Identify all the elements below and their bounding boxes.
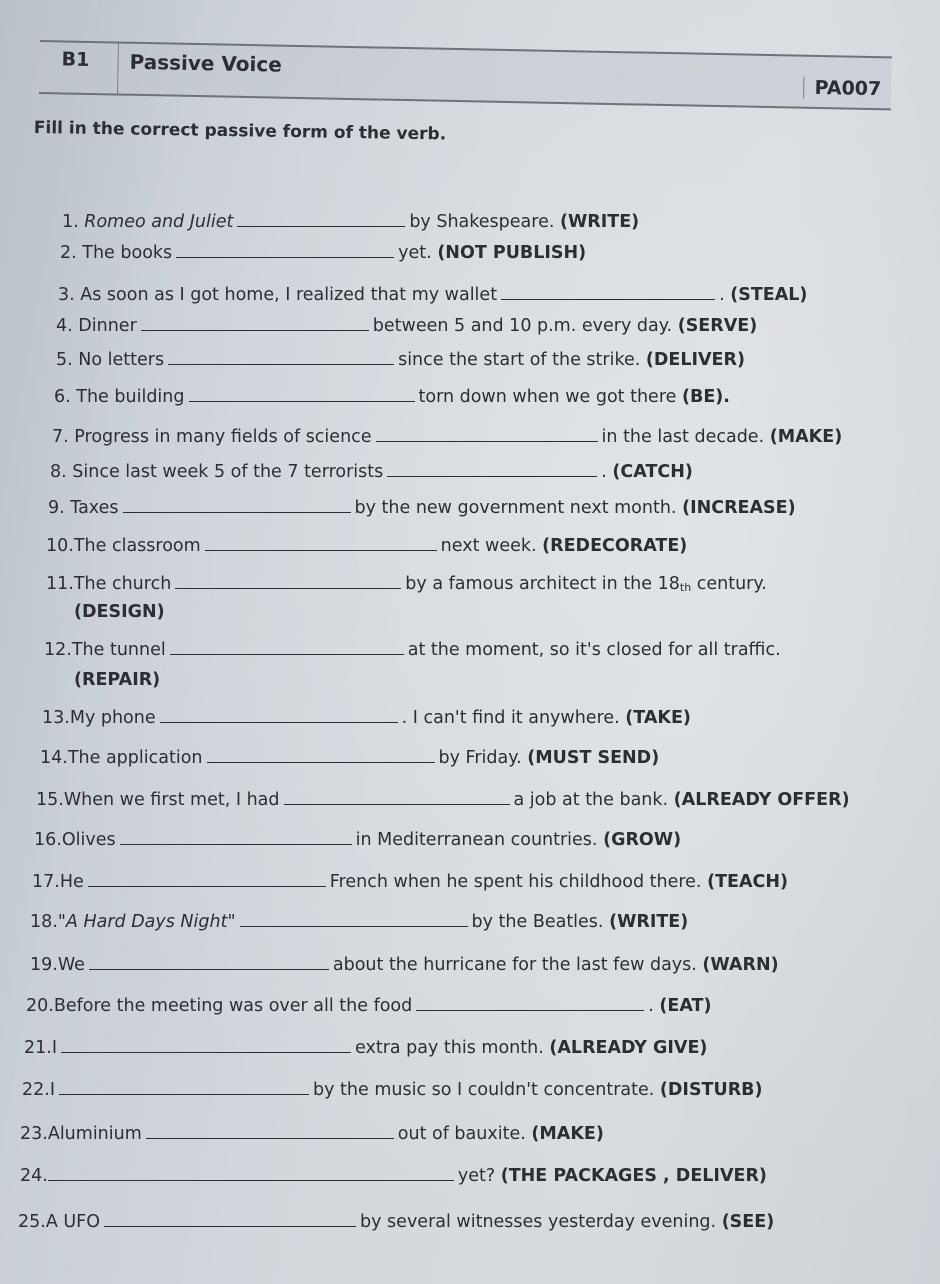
item-verb: (ALREADY GIVE) <box>549 1038 708 1058</box>
item-verb: (DESIGN) <box>74 602 165 622</box>
item-number: 1. <box>62 212 79 232</box>
item-verb: (GROW) <box>603 830 682 850</box>
item-number: 4. <box>56 316 73 336</box>
item-number: 12. <box>44 640 72 660</box>
item-text-after: . <box>648 996 654 1016</box>
item-text-before: Before the meeting was over all the food <box>53 996 413 1016</box>
item-text-after: by the music so I couldn't concentrate. <box>313 1080 655 1100</box>
exercise-item <box>56 350 745 370</box>
exercise-item <box>62 212 639 232</box>
item-text-before: He <box>59 872 84 892</box>
item-verb: (WARN) <box>702 955 779 975</box>
item-text-before: The books <box>82 243 173 263</box>
superscript: th <box>679 581 692 594</box>
item-text-before: The classroom <box>73 536 201 556</box>
answer-blank[interactable] <box>175 587 401 589</box>
exercise-item <box>60 243 586 263</box>
exercise-item <box>50 462 693 482</box>
item-verb: (WRITE) <box>609 912 689 932</box>
exercise-item <box>22 1080 763 1100</box>
item-text-before: As soon as I got home, I realized that my wallet <box>80 285 498 305</box>
item-verb: (INCREASE) <box>682 498 796 518</box>
item-text-before: A UFO <box>45 1212 101 1232</box>
exercise-item <box>34 830 681 850</box>
item-text-after: by the Beatles. <box>471 912 604 932</box>
item-verb: (SERVE) <box>677 316 758 336</box>
exercise-item <box>48 498 796 518</box>
item-verb: (DISTURB) <box>659 1080 763 1100</box>
item-verb: (SEE) <box>721 1212 775 1232</box>
answer-blank[interactable] <box>123 511 351 513</box>
answer-blank[interactable] <box>89 968 329 970</box>
item-number: 22. <box>22 1080 50 1100</box>
answer-blank[interactable] <box>48 1179 454 1181</box>
exercise-item <box>44 640 781 660</box>
exercise-item <box>30 912 688 932</box>
item-text-after: a job at the bank. <box>513 790 669 810</box>
item-number: 21. <box>24 1038 52 1058</box>
exercise-item <box>58 285 807 305</box>
item-number: 13. <box>42 708 70 728</box>
item-number: 9. <box>48 498 65 518</box>
item-text-before: No letters <box>78 350 165 370</box>
answer-blank[interactable] <box>207 761 435 763</box>
header-divider <box>117 43 119 93</box>
exercise-item <box>46 574 767 594</box>
item-title: A Hard Days Night <box>65 912 228 932</box>
exercise-item <box>54 387 730 407</box>
item-verb: (REPAIR) <box>74 670 161 690</box>
item-text-before: The building <box>76 387 185 407</box>
answer-blank[interactable] <box>61 1051 351 1053</box>
exercise-item <box>56 316 757 336</box>
item-number: 10. <box>46 536 74 556</box>
item-text-before: My phone <box>69 708 156 728</box>
answer-blank[interactable] <box>59 1093 309 1095</box>
item-verb: (CATCH) <box>612 462 693 482</box>
exercise-item <box>40 748 659 768</box>
item-text-before: Olives <box>61 830 116 850</box>
item-verb: (MAKE) <box>769 427 843 447</box>
item-text-after: between 5 and 10 p.m. every day. <box>372 316 673 336</box>
item-text-before: The church <box>73 574 172 594</box>
answer-blank[interactable] <box>141 329 369 331</box>
item-text-after: out of bauxite. <box>397 1124 526 1144</box>
answer-blank[interactable] <box>284 803 510 805</box>
instruction-text: Fill in the correct passive form of the verb. <box>33 118 447 145</box>
item-text-after: . <box>601 462 607 482</box>
worksheet-title: Passive Voice <box>129 49 283 77</box>
item-number: 20. <box>26 996 54 1016</box>
worksheet-header <box>39 40 892 110</box>
item-text-after-2: century. <box>696 574 767 594</box>
exercise-item <box>30 955 779 975</box>
level-label: B1 <box>61 48 90 71</box>
item-verb: (THE PACKAGES , DELIVER) <box>500 1166 767 1186</box>
item-text-after: about the hurricane for the last few days. <box>332 955 697 975</box>
item-number: 17. <box>32 872 60 892</box>
item-text-before: Progress in many fields of science <box>74 427 372 447</box>
worksheet-code: PA007 <box>803 77 881 100</box>
item-text-after: by a famous architect in the 18 <box>405 574 680 594</box>
quote-mark: " <box>57 912 66 932</box>
exercise-item <box>52 427 842 447</box>
answer-blank[interactable] <box>104 1225 356 1227</box>
answer-blank[interactable] <box>160 721 398 723</box>
answer-blank[interactable] <box>387 475 597 477</box>
item-text-after: by the new government next month. <box>354 498 677 518</box>
item-verb: (WRITE) <box>560 212 640 232</box>
answer-blank[interactable] <box>189 400 415 402</box>
item-number: 23. <box>20 1124 48 1144</box>
answer-blank[interactable] <box>146 1137 394 1139</box>
answer-blank[interactable] <box>205 549 437 551</box>
item-number: 8. <box>50 462 67 482</box>
item-text-after: by Shakespeare. <box>409 212 555 232</box>
exercise-item <box>20 1166 767 1186</box>
item-text-after: . <box>719 285 725 305</box>
item-text-after: French when he spent his childhood there. <box>329 872 702 892</box>
exercise-item <box>36 790 850 810</box>
answer-blank[interactable] <box>170 653 404 655</box>
exercise-item <box>26 996 712 1016</box>
item-verb: (TAKE) <box>625 708 691 728</box>
answer-blank[interactable] <box>168 363 394 365</box>
item-verb: (NOT PUBLISH) <box>437 243 587 263</box>
item-verb: (REDECORATE) <box>542 536 688 556</box>
item-verb: (ALREADY OFFER) <box>673 790 850 810</box>
answer-blank[interactable] <box>416 1009 644 1011</box>
item-number: 25. <box>18 1212 46 1232</box>
item-text-after: next week. <box>440 536 537 556</box>
item-text-before: Since last week 5 of the 7 terrorists <box>72 462 384 482</box>
item-text-after: extra pay this month. <box>355 1038 544 1058</box>
answer-blank[interactable] <box>88 885 326 887</box>
item-text-after: at the moment, so it's closed for all traffic. <box>407 640 781 660</box>
exercise-item <box>18 1212 774 1232</box>
item-text-after: by Friday. <box>438 748 522 768</box>
item-number: 24. <box>20 1166 48 1186</box>
item-text-before: I <box>49 1080 56 1100</box>
exercise-item <box>42 708 691 728</box>
item-number: 16. <box>34 830 62 850</box>
item-verb: (EAT) <box>659 996 712 1016</box>
item-verb: (DELIVER) <box>645 350 745 370</box>
item-text-before: The tunnel <box>71 640 166 660</box>
item-verb: (MAKE) <box>531 1124 604 1144</box>
answer-blank[interactable] <box>176 256 394 258</box>
item-text-before: I <box>51 1038 58 1058</box>
exercise-item <box>46 536 687 556</box>
item-verb: (STEAL) <box>730 285 808 305</box>
item-text-after: in Mediterranean countries. <box>355 830 598 850</box>
item-text-before: Dinner <box>78 316 137 336</box>
item-number: 5. <box>56 350 73 370</box>
item-text-before: We <box>57 955 85 975</box>
item-number: 19. <box>30 955 58 975</box>
exercise-item <box>20 1124 604 1144</box>
item-number: 15. <box>36 790 64 810</box>
item-number: 11. <box>46 574 74 594</box>
item-text-before: Aluminium <box>47 1124 142 1144</box>
item-number: 7. <box>52 427 69 447</box>
item-text-after: yet? <box>457 1166 496 1186</box>
item-text-before: When we first met, I had <box>63 790 280 810</box>
item-verb: (BE). <box>681 387 730 407</box>
exercise-item <box>24 1038 707 1058</box>
answer-blank[interactable] <box>376 440 598 442</box>
quote-mark: " <box>227 912 236 932</box>
item-text-after: in the last decade. <box>601 427 765 447</box>
item-number: 3. <box>58 285 75 305</box>
item-text-after: by several witnesses yesterday evening. <box>360 1212 717 1232</box>
item-text-before: The application <box>67 748 203 768</box>
answer-blank[interactable] <box>501 298 715 300</box>
item-verb: (MUST SEND) <box>527 748 660 768</box>
answer-blank[interactable] <box>120 843 352 845</box>
item-number: 14. <box>40 748 68 768</box>
item-title: Romeo and Juliet <box>84 212 234 232</box>
item-number: 18. <box>30 912 58 932</box>
exercise-item <box>32 872 788 892</box>
item-text-after: torn down when we got there <box>418 387 677 407</box>
answer-blank[interactable] <box>237 225 405 227</box>
item-verb: (TEACH) <box>707 872 788 892</box>
answer-blank[interactable] <box>240 925 468 927</box>
item-text-after: yet. <box>398 243 432 263</box>
item-number: 2. <box>60 243 77 263</box>
item-number: 6. <box>54 387 71 407</box>
item-text-after: . I can't find it anywhere. <box>401 708 620 728</box>
item-text-after: since the start of the strike. <box>398 350 641 370</box>
item-text-before: Taxes <box>70 498 119 518</box>
